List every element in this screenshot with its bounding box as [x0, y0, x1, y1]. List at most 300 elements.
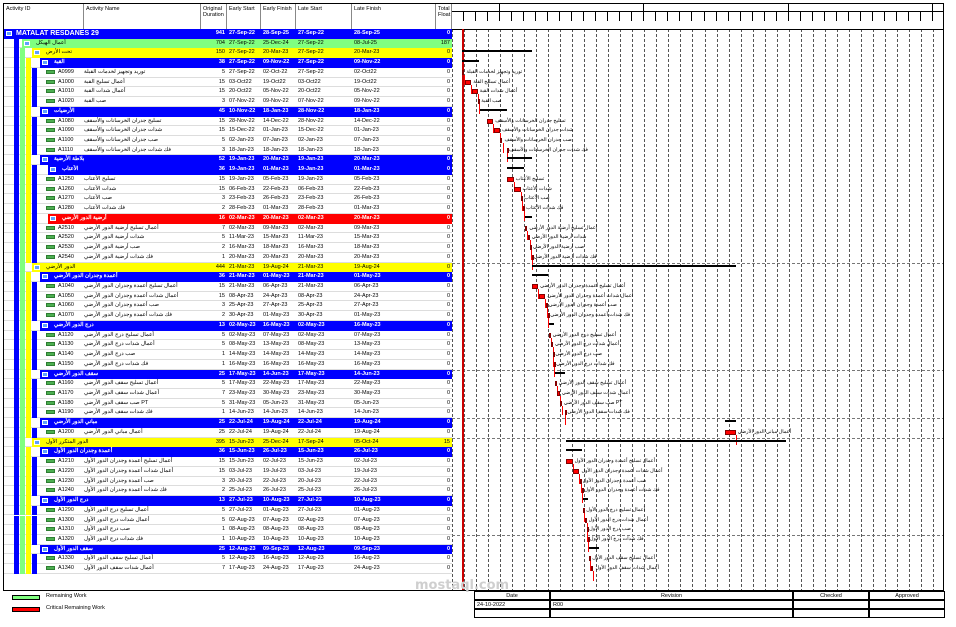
cell-late-finish: 16-May-23: [354, 360, 381, 367]
table-row[interactable]: [4, 428, 452, 438]
cell-early-start: 30-Apr-23: [229, 312, 254, 319]
cell-activity-id: A1020: [58, 98, 74, 105]
timeline-month: [873, 12, 885, 21]
cell-late-finish: 18-Jan-23: [354, 146, 379, 153]
hierarchy-stripe: [20, 535, 25, 545]
cell-total-float: 0: [446, 166, 450, 173]
hierarchy-stripe: [14, 233, 19, 243]
table-row[interactable]: [4, 224, 452, 234]
cell-early-finish: 01-Aug-23: [263, 506, 289, 513]
hierarchy-stripe: [20, 175, 25, 185]
activity-bar-icon: [46, 527, 55, 531]
cell-early-start: 08-Apr-23: [229, 292, 254, 299]
cell-late-start: 06-Feb-23: [298, 185, 324, 192]
table-row[interactable]: [4, 477, 452, 487]
hierarchy-stripe: [14, 87, 19, 97]
hierarchy-stripe: [20, 311, 25, 321]
table-row[interactable]: [4, 457, 452, 467]
hierarchy-stripe: [32, 243, 37, 253]
timeline-month: [572, 12, 584, 21]
table-row[interactable]: [4, 486, 452, 496]
cell-late-start: 19-Jan-23: [298, 156, 324, 163]
cell-orig-duration: 16: [218, 214, 225, 221]
cell-activity-id: A1180: [58, 399, 74, 406]
table-row[interactable]: [4, 58, 452, 68]
hierarchy-stripe: [26, 78, 31, 88]
table-row[interactable]: [4, 418, 452, 428]
gantt-summary-bar: [462, 60, 479, 62]
cell-late-start: 27-Sep-22: [298, 68, 324, 75]
cell-late-finish: 02-Jul-23: [354, 458, 377, 465]
cell-orig-duration: 5: [221, 555, 225, 562]
timeline-month: [656, 12, 668, 21]
cell-late-finish: 20-Mar-23: [354, 214, 380, 221]
cell-early-start: 16-Mar-23: [229, 244, 255, 251]
hierarchy-stripe: [20, 418, 25, 428]
cell-late-finish: 05-Jun-23: [354, 399, 379, 406]
cell-activity-id: A1300: [58, 516, 74, 523]
cell-activity-name: صب درج الدور الأرضي: [84, 351, 136, 358]
cell-orig-duration: 5: [221, 137, 225, 144]
cell-early-start: 28-Nov-22: [229, 117, 255, 124]
table-row[interactable]: [4, 496, 452, 506]
cell-early-finish: 05-Feb-23: [263, 175, 289, 182]
cell-early-finish: 14-May-23: [263, 351, 290, 358]
timeline-month: [765, 12, 777, 21]
cell-late-finish: 13-May-23: [354, 341, 381, 348]
table-row[interactable]: [4, 340, 452, 350]
hierarchy-stripe: [20, 263, 25, 273]
gantt-bar-label: أعمال شدات سقف الدور الأرضي: [561, 390, 631, 396]
cell-orig-duration: 13: [218, 497, 225, 504]
hierarchy-stripe: [26, 516, 31, 526]
cell-orig-duration: 25: [218, 428, 225, 435]
timeline-month: [464, 12, 476, 21]
cell-late-start: 10-Aug-23: [298, 535, 324, 542]
cell-activity-name: [18, 29, 201, 38]
hierarchy-stripe: [26, 204, 31, 214]
cell-early-finish: 09-Nov-22: [263, 59, 290, 66]
hierarchy-stripe: [26, 292, 31, 302]
wbs-folder-icon: [42, 157, 48, 162]
cell-total-float: 0: [446, 185, 450, 192]
table-row[interactable]: [4, 545, 452, 555]
table-row[interactable]: [4, 408, 452, 418]
cell-late-finish: 19-Aug-24: [354, 428, 380, 435]
table-row[interactable]: [4, 243, 452, 253]
gantt-bar-label: أعمال شدات أعمدة وجدران الدور الأول: [581, 467, 663, 474]
header-orig-duration[interactable]: Original Duration: [201, 4, 227, 29]
table-row[interactable]: [4, 301, 452, 311]
table-row[interactable]: [4, 136, 452, 146]
cell-activity-id: A1060: [58, 302, 74, 309]
cell-activity-name: مباني الدور الأرضي: [54, 419, 98, 426]
cell-orig-duration: 5: [221, 506, 225, 513]
header-activity-name[interactable]: Activity Name: [84, 4, 201, 29]
gantt-gridline: [885, 29, 886, 591]
gantt-gridline: [909, 29, 910, 591]
gantt-bar-label: صب جدران الخرسانات والأسقف: [504, 137, 572, 144]
table-row[interactable]: [4, 107, 452, 117]
hierarchy-stripe: [26, 428, 31, 438]
table-row[interactable]: [4, 194, 452, 204]
hierarchy-stripe: [20, 282, 25, 292]
gantt-summary-bar: [566, 440, 786, 442]
cell-total-float: 0: [446, 117, 450, 124]
table-row[interactable]: [4, 350, 452, 360]
table-row[interactable]: [4, 29, 452, 39]
hierarchy-stripe: [26, 214, 31, 224]
gantt-activity-bar: [725, 430, 736, 435]
timeline-month: [789, 12, 801, 21]
hierarchy-stripe: [20, 438, 25, 448]
hierarchy-stripe: [20, 58, 25, 68]
wbs-folder-icon: [42, 109, 48, 114]
cell-late-start: 25-Jul-23: [298, 487, 321, 494]
cell-orig-duration: 36: [218, 166, 225, 173]
cell-orig-duration: 395: [215, 438, 225, 445]
gantt-bar-label: أعمال تسليح درج الدور الأرضي: [552, 331, 617, 338]
wbs-folder-icon: [34, 440, 40, 445]
cell-activity-name: صب سقف الدور الأرضي PT: [84, 399, 149, 406]
footer-date-header: Date: [474, 591, 550, 600]
hierarchy-stripe: [32, 506, 37, 516]
table-row[interactable]: [4, 292, 452, 302]
hierarchy-stripe: [20, 292, 25, 302]
gantt-summary-bar: [507, 157, 531, 159]
legend-remaining-label: Remaining Work: [46, 593, 87, 599]
cell-activity-name: صب أرضية الدور الأرضي: [84, 244, 141, 251]
hierarchy-stripe: [14, 370, 19, 380]
footer-revision-value: R00: [550, 600, 793, 609]
cell-early-start: 15-Jun-23: [229, 458, 254, 465]
cell-orig-duration: 36: [218, 273, 225, 280]
footer-empty-cell: [793, 609, 869, 618]
gantt-bar-label: تسليح جدران الخرسانات والأسقف: [495, 117, 566, 124]
timeline-month: [512, 12, 524, 21]
hierarchy-stripe: [26, 107, 31, 117]
activity-bar-icon: [46, 469, 55, 473]
table-row[interactable]: [4, 516, 452, 526]
cell-orig-duration: 13: [218, 321, 225, 328]
table-row[interactable]: [4, 321, 452, 331]
gantt-summary-bar: [725, 420, 736, 422]
timeline-month: [668, 12, 680, 21]
hierarchy-stripe: [26, 486, 31, 496]
hierarchy-stripe: [14, 506, 19, 516]
hierarchy-stripe: [32, 331, 37, 341]
cell-late-finish: 22-Feb-23: [354, 185, 380, 192]
table-row[interactable]: [4, 214, 452, 224]
cell-late-start: 27-Sep-22: [298, 30, 324, 36]
cell-late-start: 22-Jul-24: [298, 419, 322, 426]
gantt-gridline: [692, 29, 693, 591]
table-row[interactable]: [4, 78, 452, 88]
table-row[interactable]: [4, 68, 452, 78]
table-row[interactable]: [4, 175, 452, 185]
header-early-finish[interactable]: Early Finish: [261, 4, 296, 29]
table-row[interactable]: [4, 263, 452, 273]
hierarchy-stripe: [14, 554, 19, 564]
cell-early-start: 02-Aug-23: [229, 516, 255, 523]
table-row[interactable]: [4, 48, 452, 58]
hierarchy-stripe: [14, 301, 19, 311]
gantt-bar-label: شدات الأعتاب: [522, 185, 552, 192]
cell-activity-name: أعمال تسليح أعمدة وجدران الدور الأرضي: [84, 282, 178, 289]
header-late-finish[interactable]: Late Finish: [352, 4, 436, 29]
cell-late-finish: 08-Aug-23: [354, 526, 380, 533]
table-row[interactable]: [4, 39, 452, 49]
cell-early-start: 18-Jan-23: [229, 146, 254, 153]
cell-activity-name: أعمال شدات درج الدور الأرضي: [84, 341, 155, 348]
cell-total-float: 0: [446, 214, 450, 221]
table-row[interactable]: [4, 467, 452, 477]
timeline-month: [620, 12, 632, 21]
cell-late-start: 03-Oct22: [298, 78, 321, 85]
table-row[interactable]: [4, 389, 452, 399]
hierarchy-stripe: [20, 87, 25, 97]
cell-late-start: 08-Aug-23: [298, 526, 324, 533]
cell-activity-id: A1070: [58, 312, 74, 319]
cell-activity-name: سقف الدور الأرضي: [54, 370, 99, 377]
cell-total-float: 0: [446, 137, 450, 144]
hierarchy-stripe: [26, 525, 31, 535]
cell-late-finish: 28-Sep-25: [354, 30, 380, 36]
table-row[interactable]: [4, 506, 452, 516]
cell-late-start: 14-Jun-23: [298, 409, 323, 416]
cell-activity-name: أعمال تسليح أرضية الدور الأرضي: [84, 224, 159, 231]
cell-orig-duration: 2: [221, 312, 225, 319]
cell-late-start: 02-Mar-23: [298, 224, 324, 231]
gantt-chart: [452, 4, 944, 591]
cell-late-finish: 19-Aug-24: [354, 419, 381, 426]
table-row[interactable]: [4, 564, 452, 574]
cell-early-finish: 09-Mar-23: [263, 224, 289, 231]
hierarchy-stripe: [26, 126, 31, 136]
cell-early-finish: 20-Mar-23: [263, 253, 289, 260]
cell-activity-name: أعمال الهيكل: [36, 39, 66, 46]
table-row[interactable]: [4, 185, 452, 195]
cell-orig-duration: 15: [218, 88, 225, 95]
cell-orig-duration: 36: [218, 448, 225, 455]
header-total-float[interactable]: Total Float: [436, 4, 452, 29]
cell-total-float: 0: [446, 360, 450, 367]
hierarchy-stripe: [14, 350, 19, 360]
activity-bar-icon: [46, 518, 55, 522]
activity-bar-icon: [46, 187, 55, 191]
wbs-folder-icon: [34, 50, 40, 55]
cell-orig-duration: 941: [215, 30, 225, 36]
table-row[interactable]: [4, 87, 452, 97]
hierarchy-stripe: [26, 545, 31, 555]
cell-early-finish: 18-Jan-23: [263, 107, 289, 114]
timeline-month: [801, 12, 813, 21]
hierarchy-stripe: [14, 185, 19, 195]
cell-total-float: 0: [446, 107, 450, 114]
header-early-start[interactable]: Early Start: [227, 4, 261, 29]
header-activity-id[interactable]: Activity ID: [4, 4, 84, 29]
cell-early-start: 31-May-23: [229, 399, 256, 406]
cell-total-float: 0: [446, 292, 450, 299]
cell-orig-duration: 1: [221, 351, 225, 358]
table-row[interactable]: [4, 535, 452, 545]
hierarchy-stripe: [20, 126, 25, 136]
gantt-row-separator: [452, 535, 944, 536]
table-row[interactable]: [4, 379, 452, 389]
hierarchy-stripe: [14, 331, 19, 341]
footer-empty-cell: [550, 609, 793, 618]
hierarchy-stripe: [20, 428, 25, 438]
table-row[interactable]: [4, 399, 452, 409]
gantt-gridline: [488, 29, 489, 591]
table-row[interactable]: [4, 331, 452, 341]
cell-orig-duration: 5: [221, 516, 225, 523]
table-row[interactable]: [4, 282, 452, 292]
hierarchy-stripe: [20, 272, 25, 282]
cell-total-float: 0: [446, 341, 450, 348]
cell-late-start: 15-Dec-22: [298, 127, 324, 134]
table-row[interactable]: [4, 311, 452, 321]
hierarchy-stripe: [26, 146, 31, 156]
cell-late-finish: 30-May-23: [354, 390, 381, 396]
table-row[interactable]: [4, 438, 452, 448]
cell-total-float: 0: [446, 224, 450, 231]
table-row[interactable]: [4, 146, 452, 156]
cell-early-start: 03-Oct22: [229, 78, 252, 85]
gantt-gridline: [476, 29, 477, 591]
hierarchy-stripe: [14, 117, 19, 127]
table-row[interactable]: [4, 155, 452, 165]
cell-total-float: 0: [446, 409, 450, 416]
hierarchy-stripe: [14, 467, 19, 477]
table-row[interactable]: [4, 253, 452, 263]
table-row[interactable]: [4, 447, 452, 457]
cell-late-start: 28-Feb-23: [298, 205, 324, 212]
hierarchy-stripe: [20, 204, 25, 214]
cell-activity-id: A2520: [58, 234, 74, 241]
gantt-bar-label: أعمال شدات أعمدة وجدران الدور الأرضي: [547, 292, 634, 299]
cell-orig-duration: 5: [221, 341, 225, 348]
table-row[interactable]: [4, 117, 452, 127]
table-row[interactable]: [4, 360, 452, 370]
hierarchy-stripe: [20, 350, 25, 360]
hierarchy-stripe: [20, 467, 25, 477]
header-late-start[interactable]: Late Start: [296, 4, 352, 29]
hierarchy-stripe: [32, 535, 37, 545]
gantt-bar-label: فك شدات الأعتاب: [526, 205, 564, 212]
cell-early-start: 10-Aug-23: [229, 535, 255, 542]
cell-late-start: 19-Jan-23: [298, 175, 323, 182]
cell-late-finish: 01-May-23: [354, 273, 381, 280]
hierarchy-stripe: [26, 194, 31, 204]
hierarchy-stripe: [32, 136, 37, 146]
cell-total-float: 0: [446, 565, 450, 572]
cell-late-start: 30-Apr-23: [298, 312, 323, 319]
cell-total-float: 0: [446, 487, 450, 494]
hierarchy-stripe: [20, 233, 25, 243]
cell-late-start: 31-May-23: [298, 399, 325, 406]
cell-activity-name: شدات أرضية الدور الأرضي: [84, 234, 145, 241]
cell-late-finish: 01-Mar-23: [354, 166, 380, 173]
cell-activity-id: A1340: [58, 565, 74, 572]
table-row[interactable]: [4, 126, 452, 136]
cell-late-finish: 09-Mar-23: [354, 224, 380, 231]
cell-late-start: 20-Mar-23: [298, 253, 324, 260]
timeline-month: [524, 12, 536, 21]
wbs-folder-icon: [42, 60, 48, 65]
hierarchy-stripe: [26, 331, 31, 341]
schedule-sheet: [3, 3, 944, 591]
cell-orig-duration: 15: [218, 458, 225, 465]
cell-early-start: 02-May-23: [229, 331, 256, 338]
timeline-month: [680, 12, 692, 21]
hierarchy-stripe: [14, 165, 19, 175]
cell-late-start: 11-Mar-23: [298, 234, 323, 241]
hierarchy-stripe: [20, 185, 25, 195]
gantt-summary-bar: [507, 167, 524, 169]
cell-late-start: 27-Sep-22: [298, 59, 324, 66]
cell-early-finish: 20-Mar-23: [263, 156, 289, 163]
cell-activity-id: A1200: [58, 428, 74, 435]
hierarchy-stripe: [26, 311, 31, 321]
hierarchy-stripe: [20, 525, 25, 535]
cell-activity-name: الدور الأرضي: [46, 263, 76, 270]
cell-total-float: 0: [446, 390, 450, 396]
cell-total-float: 0: [446, 419, 450, 426]
activity-bar-icon: [46, 313, 55, 317]
cell-orig-duration: 5: [221, 234, 225, 241]
cell-activity-name: سقف الدور الأول: [54, 545, 93, 552]
cell-orig-duration: 15: [218, 127, 225, 134]
hierarchy-stripe: [26, 58, 31, 68]
cell-late-start: 23-May-23: [298, 390, 325, 396]
table-row[interactable]: [4, 272, 452, 282]
cell-activity-name: أعمال شدات سقف الدور الأول: [84, 565, 154, 572]
table-row[interactable]: [4, 97, 452, 107]
table-row[interactable]: [4, 204, 452, 214]
cell-activity-id: A1170: [58, 390, 74, 396]
cell-activity-name: درج الدور الأول: [54, 497, 89, 504]
hierarchy-stripe: [32, 525, 37, 535]
cell-early-start: 12-Aug-23: [229, 555, 255, 562]
table-row[interactable]: [4, 165, 452, 175]
hierarchy-stripe: [14, 126, 19, 136]
cell-activity-name: القبة: [54, 59, 65, 66]
cell-total-float: 0: [446, 59, 450, 66]
cell-late-finish: 27-Apr-23: [354, 302, 379, 309]
cell-activity-name: أعمال تسليح سقف الدور الأول: [84, 555, 154, 562]
hierarchy-stripe: [26, 506, 31, 516]
hierarchy-stripe: [14, 263, 19, 273]
cell-total-float: 0: [446, 370, 450, 377]
activity-bar-icon: [46, 284, 55, 288]
hierarchy-stripe: [26, 564, 31, 574]
hierarchy-stripe: [14, 155, 19, 165]
table-row[interactable]: [4, 554, 452, 564]
cell-activity-id: A2510: [58, 224, 74, 231]
cell-total-float: 0: [446, 399, 450, 406]
cell-late-finish: 10-Aug-23: [354, 497, 381, 504]
timeline-month: [813, 12, 825, 21]
hierarchy-stripe: [14, 194, 19, 204]
cell-early-start: 23-Feb-23: [229, 195, 255, 202]
gantt-gridline: [452, 29, 453, 591]
table-row[interactable]: [4, 525, 452, 535]
hierarchy-stripe: [32, 165, 37, 175]
table-row[interactable]: [4, 370, 452, 380]
table-row[interactable]: [4, 233, 452, 243]
cell-late-finish: 26-Jul-23: [354, 448, 378, 455]
